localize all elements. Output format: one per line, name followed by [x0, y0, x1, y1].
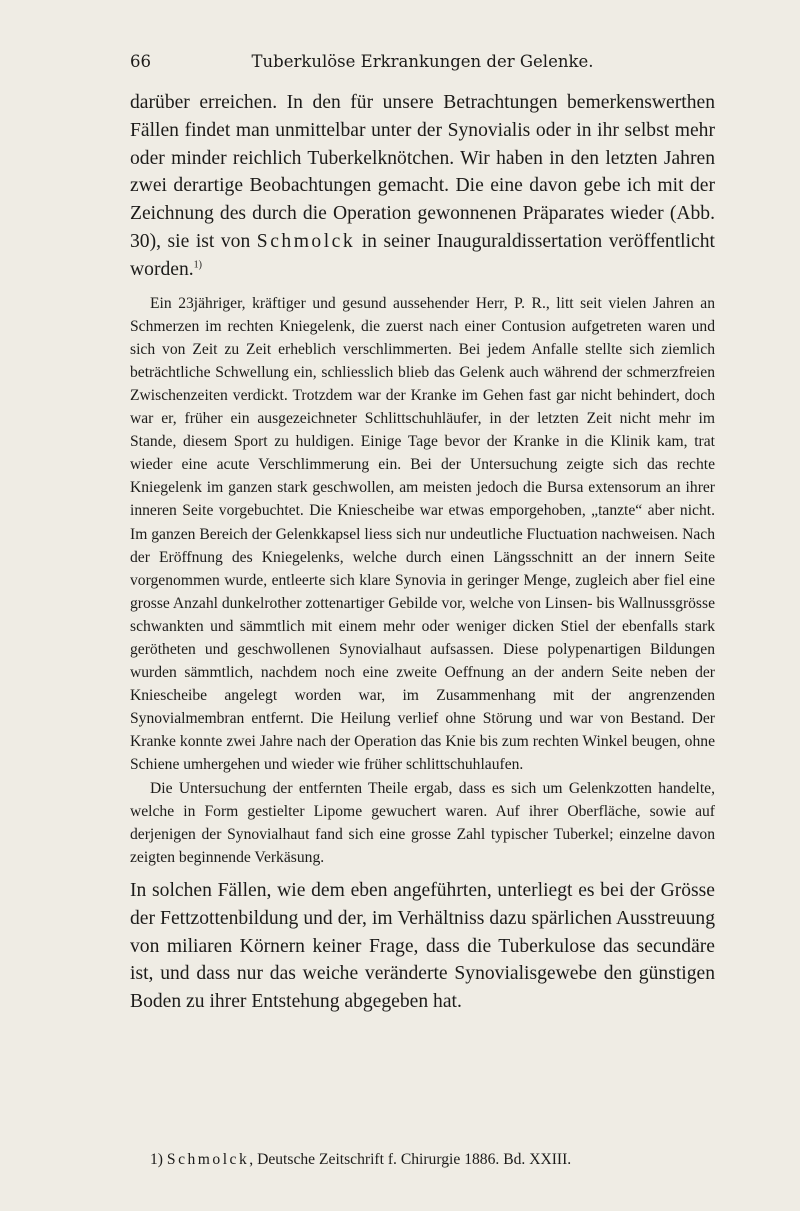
footnote-author: Schmolck	[166, 1151, 250, 1168]
findings-paragraph: Die Untersuchung der entfernten Theile ergab, dass es sich um Gelenkzotten handelte, welche in Form gestielter Lipome gewuchert waren. Auf ihrer Oberfläche, sowie auf derjenigen der Synovialhaut fand sich eine grosse Zahl typischer Tuberkel; einzelne davon zeigten beginnende Verkäsung.	[130, 779, 715, 866]
footnote-reference: 1)	[193, 259, 203, 271]
footnote	[150, 1150, 715, 1170]
page-header	[130, 52, 715, 80]
intro-text-end: in seiner Inauguraldissertation veröffentlicht worden.	[130, 230, 715, 280]
conclusion-paragraph: In solchen Fällen, wie dem eben angeführten, unterliegt es bei der Grösse der Fettzottenbildung und der, im Verhältniss dazu spärlichen Ausstreuung von miliaren Körnern keiner Frage, dass die Tuberkulose das secundäre ist, und dass nur das weiche veränderte Synovialisgewebe den günstigen Boden zu ihrer Entstehung abgegeben hat.	[130, 879, 715, 1013]
author-name: Schmolck	[256, 230, 356, 252]
footnote-citation: , Deutsche Zeitschrift f. Chirurgie 1886. Bd. XXIII.	[249, 1151, 572, 1168]
case-report-paragraph: Ein 23jähriger, kräftiger und gesund aussehender Herr, P. R., litt seit vielen Jahren an Schmerzen im rechten Kniegelenk, die zuerst nach einer Contusion aufgetreten waren und sich von Zeit zu Zeit erheblich verschlimmerten. Bei jedem Anfalle stellte sich ziemlich beträchtliche Schwellung ein, schliesslich blieb das Gelenk auch während der schmerzfreien Zwischenzeiten verdickt. Trotzdem war der Kranke im Gehen fast gar nicht behindert, doch war er, früher ein ausgezeichneter Schlittschuhläufer, in der letzten Zeit nicht mehr im Stande, diesem Sport zu huldigen. Einige Tage bevor der Kranke in die Klinik kam, trat wieder eine acute Verschlimmerung ein. Bei der Untersuchung zeigte sich das rechte Kniegelenk im ganzen stark geschwollen, am meisten jedoch die Bursa extensorum an ihrer inneren Seite vorgebuchtet. Die Kniescheibe war etwas emporgehoben, „tanzte“ aber nicht. Im ganzen Bereich der Gelenkkapsel liess sich nur undeutliche Fluctuation nachweisen. Nach der Eröffnung des Kniegelenks, welche durch einen Längsschnitt an der innern Seite vorgenommen wurde, entleerte sich klare Synovia in geringer Menge, zugleich aber fiel eine grosse Anzahl dunkelrother zottenartiger Gebilde vor, welche von Linsen- bis Wallnussgrösse schwankten und sämmtlich mit einem mehr oder weniger dicken Stiel der ebenfalls stark gerötheten und geschwollenen Synovialhaut aufsassen. Diese polypenartigen Bildungen wurden sämmtlich, nachdem noch eine zweite Oeffnung an der andern Seite neben der Kniescheibe angelegt worden war, im Zusammenhang mit der angrenzenden Synovialmembran entfernt. Die Heilung verlief ohne Störung und war von Bestand. Der Kranke konnte zwei Jahre nach der Operation das Knie bis zum rechten Winkel beugen, ohne Schiene umhergehen und wieder wie früher schlittschuhlaufen.	[130, 294, 715, 774]
running-head: Tuberkulöse Erkrankungen der Gelenke.	[251, 52, 594, 71]
intro-paragraph	[130, 89, 715, 284]
main-text	[130, 89, 715, 1016]
intro-text: darüber erreichen. In den für unsere Betrachtungen bemerkenswerthen Fällen findet man unmittelbar unter der Synovialis oder in ihr selbst mehr oder minder reichlich Tuberkelknötchen. Wir haben in den letzten Jahren zwei derartige Beobachtungen gemacht. Die eine davon gebe ich mit der Zeichnung des durch die Operation gewonnenen Präparates wieder (Abb. 30), sie ist von	[130, 92, 715, 252]
page-number: 66	[130, 52, 151, 71]
footnote-marker: 1)	[150, 1151, 163, 1168]
